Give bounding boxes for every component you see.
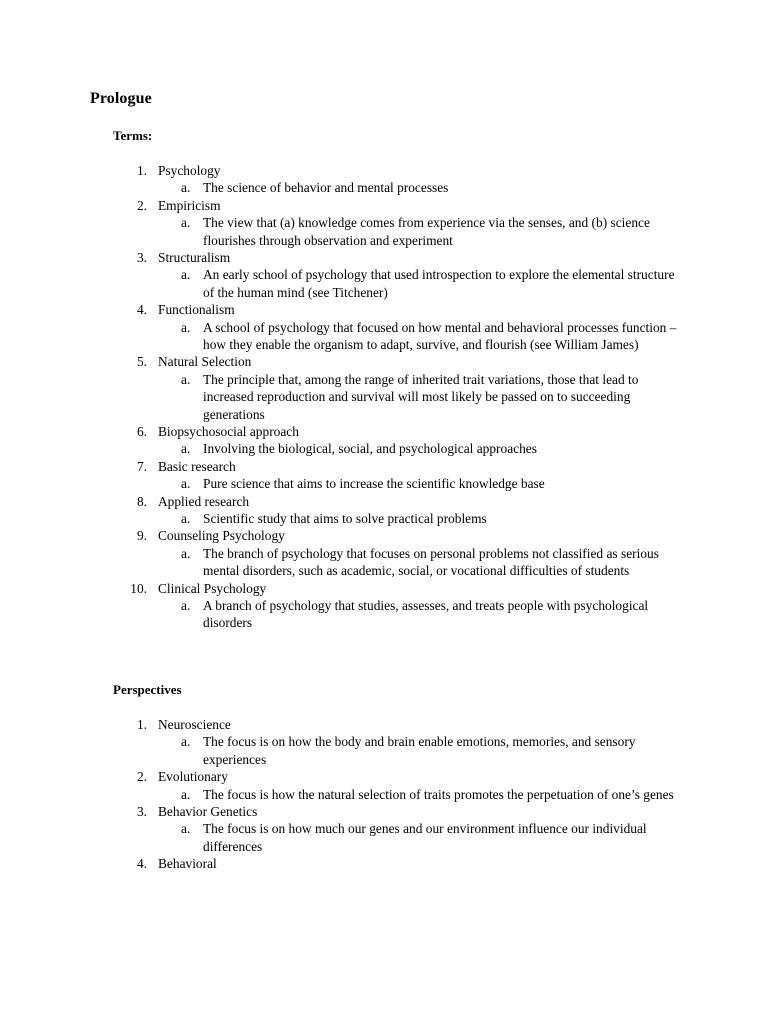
term-name: Neuroscience — [158, 717, 231, 732]
definition — [0, 440, 768, 457]
definition-text: The focus is how the natural selection of traits promotes the perpetuation of one’s genes — [203, 786, 674, 802]
definition — [0, 820, 768, 855]
definition — [0, 545, 768, 580]
list-item — [0, 162, 768, 179]
definition-letter: a. — [181, 441, 191, 457]
term-number: 8. — [136, 493, 147, 509]
term-name: Biopsychosocial approach — [158, 424, 299, 440]
perspectives-heading: Perspectives — [113, 682, 182, 697]
page-title: Prologue — [90, 90, 152, 107]
term-name: Clinical Psychology — [158, 580, 267, 596]
list-item — [0, 197, 768, 214]
list-item — [0, 423, 768, 440]
term-name: Natural Selection — [158, 354, 252, 370]
list-item — [0, 580, 768, 597]
definition-text: A school of psychology that focused on how mental and behavioral processes function – how they enable the organism to adapt, survive, and flourish (see William James) — [203, 319, 677, 352]
terms-heading: Terms: — [113, 128, 153, 143]
definition — [0, 266, 768, 301]
term-number: 1. — [136, 717, 147, 732]
term-number: 3. — [136, 804, 147, 819]
term-number: 1. — [136, 163, 147, 178]
definition-text: The principle that, among the range of inherited trait variations, those that lead to increased reproduction and survival will most likely be passed on to succeeding generations — [203, 371, 639, 422]
definition-letter: a. — [181, 511, 191, 526]
list-item — [0, 301, 768, 318]
term-name: Structuralism — [158, 250, 231, 265]
definition-text: Scientific study that aims to solve practical problems — [203, 511, 487, 526]
definition-text: An early school of psychology that used introspection to explore the elemental structure of the human mind (see Titchener) — [203, 267, 675, 300]
list-item — [0, 458, 768, 475]
list-item — [0, 803, 768, 820]
term-name: Functionalism — [158, 302, 235, 318]
term-number: 2. — [136, 769, 147, 785]
definition-letter: a. — [181, 821, 191, 837]
terms-list — [0, 162, 768, 632]
term-name: Basic research — [158, 458, 236, 474]
definition-letter: a. — [181, 734, 191, 750]
definition-text: The branch of psychology that focuses on personal problems not classified as serious mental disorders, such as academic, social, or vocational difficulties of students — [203, 545, 659, 579]
definition-text: The focus is on how much our genes and our environment influence our individual differences — [203, 821, 647, 854]
definition-text: Pure science that aims to increase the scientific knowledge base — [203, 476, 545, 492]
definition-letter: a. — [181, 267, 191, 283]
term-number: 5. — [136, 354, 147, 370]
definition — [0, 319, 768, 354]
term-name: Counseling Psychology — [158, 528, 285, 544]
term-name: Behavioral — [158, 856, 217, 872]
list-item — [0, 493, 768, 510]
list-item — [0, 768, 768, 785]
definition-text: The view that (a) knowledge comes from experience via the senses, and (b) science flourishes through observation and experiment — [203, 215, 650, 248]
term-number: 4. — [136, 302, 147, 318]
definition — [0, 475, 768, 492]
list-item — [0, 353, 768, 370]
definition-letter: a. — [181, 786, 191, 802]
term-name: Empiricism — [158, 197, 221, 213]
definition — [0, 786, 768, 803]
definition — [0, 510, 768, 527]
list-item — [0, 249, 768, 266]
list-item — [0, 716, 768, 733]
perspectives-list — [0, 716, 768, 873]
definition — [0, 214, 768, 249]
definition-text: A branch of psychology that studies, assesses, and treats people with psychological disorders — [203, 598, 649, 631]
definition — [0, 179, 768, 196]
definition-letter: a. — [181, 598, 191, 613]
definition-text: The focus is on how the body and brain enable emotions, memories, and sensory experiences — [203, 734, 636, 767]
list-item — [0, 527, 768, 544]
definition — [0, 597, 768, 632]
definition-letter: a. — [181, 545, 191, 561]
term-number: 9. — [136, 528, 147, 544]
definition — [0, 371, 768, 423]
definition-text: The science of behavior and mental processes — [203, 180, 449, 196]
definition — [0, 733, 768, 768]
definition-letter: a. — [181, 476, 191, 492]
term-number: 4. — [136, 856, 147, 872]
term-number: 6. — [136, 424, 147, 440]
term-number: 10. — [130, 580, 147, 596]
definition-letter: a. — [181, 180, 191, 196]
list-item — [0, 855, 768, 872]
definition-text: Involving the biological, social, and psychological approaches — [203, 441, 537, 457]
definition-letter: a. — [181, 319, 191, 335]
term-number: 7. — [136, 458, 147, 474]
term-number: 2. — [136, 197, 147, 213]
term-name: Behavior Genetics — [158, 804, 258, 819]
term-name: Psychology — [158, 163, 221, 178]
term-name: Evolutionary — [158, 769, 228, 785]
term-name: Applied research — [158, 493, 250, 509]
term-number: 3. — [136, 250, 147, 265]
definition-letter: a. — [181, 215, 191, 231]
definition-letter: a. — [181, 371, 191, 387]
